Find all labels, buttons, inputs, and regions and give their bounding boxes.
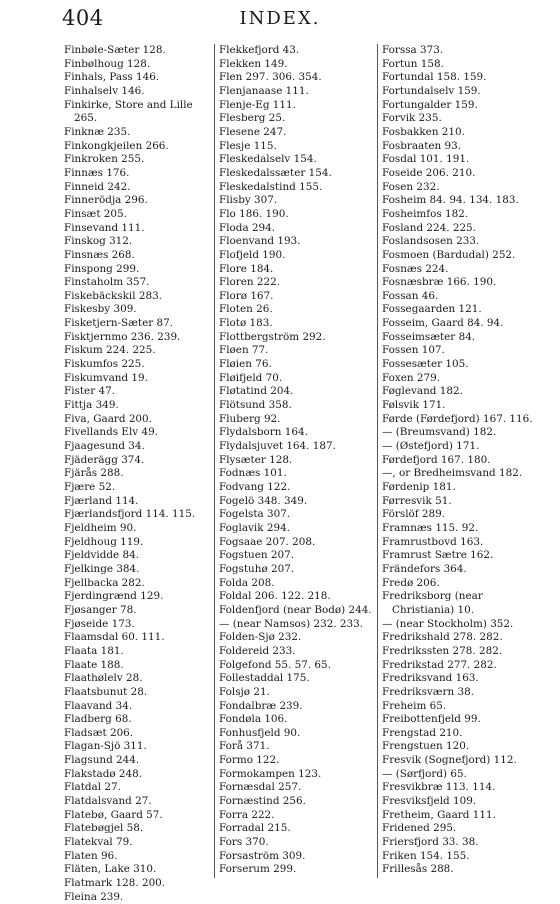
index-entry: Follestaddal 175. [219,672,310,685]
index-entry: Fossegaarden 121. [382,303,482,316]
index-entry: Fleina 239. [64,890,124,903]
index-entry: Fjøseide 173. [64,617,135,630]
index-entry: Finkirke, Store and Lille 265. [64,98,193,125]
index-entry: Fogstuhø 207. [219,562,295,575]
index-entry: Folgefond 55. 57. 65. [219,658,331,671]
index-entry: Fornæsdal 257. [219,781,302,794]
index-entry: Fornæstind 256. [219,795,306,808]
index-entry: Fjeldhoug 119. [64,535,144,548]
index-entry: Fjøsanger 78. [64,603,137,616]
index-entry: Fløien 76. [219,358,272,371]
index-entry: Fløifjeld 70. [219,371,283,384]
index-entry: — (near Namsos) 232. 233. [219,617,364,630]
index-entry: Førresvik 51. [382,494,452,507]
index-entry: Flenjanaase 111. [219,84,309,97]
index-entry: Finnerödja 296. [64,194,148,207]
index-entry: Fredrikshald 278. 282. [382,631,503,644]
index-entry: Finsnæs 268. [64,248,135,261]
index-entry: Folsjø 21. [219,685,270,698]
index-entry: Flatdal 27. [64,781,121,794]
index-entry: Fossen 107. [382,344,445,357]
index-entry: Fosmoen (Bardudal) 252. [382,248,516,261]
index-entry: Friken 154. 155. [382,849,470,862]
index-entry: Fosland 224. 225. [382,221,476,234]
index-entry: Floda 294. [219,221,276,234]
index-entry: Finstaholm 357. [64,276,150,289]
index-entry: Flore 184. [219,262,274,275]
index-entry: Fresvik (Sognefjord) 112. [382,754,517,767]
index-entry: —, or Bredheimsvand 182. [382,467,523,480]
index-entry: Fjerdingrænd 129. [64,590,164,603]
page-number: 404 [62,6,104,30]
index-entry: Flysæter 128. [219,453,293,466]
index-entry: Foldal 206. 122. 218. [219,590,331,603]
index-entry: Formo 122. [219,754,280,767]
index-entry: Formokampen 123. [219,767,322,780]
index-entry: Fogstuen 207. [219,549,295,562]
index-entry: Fjeldvidde 84. [64,549,140,562]
index-column-3 [377,44,545,878]
index-column-1 [64,44,212,903]
index-entry: Følsvik 171. [382,399,446,412]
index-entry: Florø 167. [219,289,274,302]
index-entry: Fredriksværn 38. [382,685,475,698]
index-entry: Fondalbræ 239. [219,699,303,712]
index-entry: Flaavand 34. [64,699,133,712]
page-title: INDEX. [239,8,321,29]
index-entry: Framrust Sætre 162. [382,549,494,562]
index-entry: Floren 222. [219,276,281,289]
index-entry: Fjærlandsfjord 114. 115. [64,508,196,521]
index-entry: Flaten 96. [64,849,118,862]
index-entry: Fossesæter 105. [382,358,469,371]
index-entry: Finbøle-Sæter 128. [64,44,166,56]
index-entry: Fossan 46. [382,289,439,302]
index-entry: Førdefjord 167. 180. [382,453,491,466]
index-entry: Finknæ 235. [64,125,131,138]
index-entry: Forssa 373. [382,44,444,56]
index-entry: Føglevand 182. [382,385,463,398]
index-entry: Flatdalsvand 27. [64,795,152,808]
index-entry: Fosbraaten 93. [382,139,462,152]
index-entry: Flotø 183. [219,317,273,330]
index-entry: Flakstadø 248. [64,767,143,780]
index-entry: Frändefors 364. [382,562,467,575]
index-entry: Finbølhoug 128. [64,57,151,70]
index-entry: Folden-Sjø 232. [219,631,302,644]
index-entry: Fittja 349. [64,399,119,412]
index-entry: Fisketjern-Sæter 87. [64,317,174,330]
index-columns [64,44,534,903]
index-entry: Fläten, Lake 310. [64,863,157,876]
index-entry: Finsevand 111. [64,221,145,234]
index-entry: Flatekval 79. [64,836,133,849]
index-entry: Freheim 65. [382,699,447,712]
index-entry: Forsaström 309. [219,849,306,862]
index-entry: Fjellbacka 282. [64,576,145,589]
index-entry: Fortundalselv 159. [382,84,481,97]
index-entry: Fleskedalssæter 154. [219,166,332,179]
index-entry: Flagsund 244. [64,754,140,767]
index-entry: — (Sørfjord) 65. [382,767,467,780]
index-entry: Förslöf 289. [382,508,446,521]
index-entry: Fiskesby 309. [64,303,137,316]
index-entry: Fjærland 114. [64,494,139,507]
index-entry: Fjære 52. [64,481,116,493]
index-entry: Fløen 77. [219,344,269,357]
index-entry: Freibottenfjeld 99. [382,713,481,726]
index-entry: Flatmark 128. 200. [64,877,166,890]
index-entry: Førdenip 181. [382,481,456,493]
index-entry: Friersfjord 33. 38. [382,836,479,849]
index-entry: Fridened 295. [382,822,457,835]
index-entry: Fister 47. [64,385,115,398]
index-entry: Fredø 206. [382,576,440,589]
index-entry: Fors 370. [219,836,269,849]
index-entry: Fodvang 122. [219,481,291,493]
index-entry: Fodnæs 101. [219,467,287,480]
index-entry: Flaata 181. [64,644,124,657]
index-entry: Fiskebäckskil 283. [64,289,162,302]
index-entry: Fredrikssten 278. 282. [382,644,503,657]
index-entry: Flenje-Eg 111. [219,98,296,111]
index-entry: Fivellands Elv 49. [64,426,158,439]
index-entry: Fonhusfjeld 90. [219,726,301,739]
index-entry: Fretheim, Gaard 111. [382,808,496,821]
index-entry: Fredriksvand 163. [382,672,479,685]
index-entry: Foldereid 233. [219,644,296,657]
index-entry: Folda 208. [219,576,275,589]
index-entry: Flaatsbunut 28. [64,685,148,698]
index-entry: Flatebø, Gaard 57. [64,808,163,821]
index-entry: Fjäderägg 374. [64,453,145,466]
index-entry: Frillesås 288. [382,863,454,876]
index-entry: Foglavik 294. [219,521,290,534]
page-header [0,6,560,36]
index-entry: Finneid 242. [64,180,131,193]
index-entry: Flen 297. 306. 354. [219,71,322,84]
index-entry: Fosnæs 224. [382,262,449,275]
index-entry: Fredriksborg (near Christiania) 10. [382,590,483,616]
index-entry: Fosnæsbræ 166. 190. [382,276,497,289]
index-entry: Foldenfjord (near Bodø) 244. [219,603,372,616]
index-entry: Fosheim 84. 94. 134. 183. [382,194,519,207]
index-entry: Frengstad 210. [382,726,463,739]
index-entry: Finnæs 176. [64,166,130,179]
index-entry: Fluberg 92. [219,412,281,425]
index-entry: Finspong 299. [64,262,140,275]
index-entry: Floenvand 193. [219,235,301,248]
index-entry: Fløtatind 204. [219,385,294,398]
index-entry: Finhalselv 146. [64,84,145,97]
index-entry: Førde (Førdefjord) 167. 116. [382,412,533,425]
index-entry: Flisby 307. [219,194,278,207]
index-entry: Framnæs 115. 92. [382,521,479,534]
index-entry: Foseide 206. 210. [382,166,476,179]
index-entry: Flötsund 358. [219,399,292,412]
index-entry: Fleskedalselv 154. [219,153,317,166]
index-entry: Fjeldheim 90. [64,521,137,534]
index-entry: Fiskum 224. 225. [64,344,156,357]
index-entry: Flatebøgjel 58. [64,822,144,835]
index-entry: Fogsaae 207. 208. [219,535,316,548]
index-entry: Floten 26. [219,303,273,316]
index-entry: Fresvikbræ 113. 114. [382,781,496,794]
index-entry: Fosseimsæter 84. [382,330,476,343]
index-entry: Fjelkinge 384. [64,562,140,575]
index-entry: — (Østefjord) 171. [382,440,480,453]
index-entry: Fosen 232. [382,180,440,193]
index-entry: Flesberg 25. [219,112,286,125]
index-entry: Flekken 149. [219,57,288,70]
index-entry: Flottbergström 292. [219,330,326,343]
index-entry: Forra 222. [219,808,275,821]
index-entry: Flagan-Sjö 311. [64,740,147,753]
index-entry: Finhals, Pass 146. [64,71,160,84]
index-entry: Fresviksfjeld 109. [382,795,477,808]
index-entry: Fiskumfos 225. [64,358,145,371]
index-entry: Forserum 299. [219,863,297,876]
index-entry: Forradal 215. [219,822,291,835]
index-entry: Fjaagesund 34. [64,440,145,453]
index-entry: Forå 371. [219,740,270,753]
index-entry: Fogelö 348. 349. [219,494,308,507]
index-entry: — (Breumsvand) 182. [382,426,497,439]
index-entry: Frengstuen 120. [382,740,470,753]
index-entry: Finskog 312. [64,235,133,248]
index-entry: Flaamsdal 60. 111. [64,631,165,644]
index-entry: Fosseim, Gaard 84. 94. [382,317,504,330]
index-entry: Flesene 247. [219,125,287,138]
index-entry: Flofjeld 190. [219,248,286,261]
index-entry: Fosheimfos 182. [382,207,469,220]
index-entry: Fortun 158. [382,57,444,70]
index-column-2 [214,44,377,878]
index-entry: Fiskumvand 19. [64,371,148,384]
index-entry: Framrustbovd 163. [382,535,484,548]
index-entry: — (near Stockholm) 352. [382,617,514,630]
index-entry: Fladberg 68. [64,713,132,726]
index-entry: Fortungalder 159. [382,98,478,111]
index-entry: Flaate 188. [64,658,124,671]
index-entry: Fondøla 106. [219,713,288,726]
index-entry: Fleskedalstind 155. [219,180,323,193]
index-entry: Flesje 115. [219,139,277,152]
index-entry: Fladsæt 206. [64,726,134,739]
index-entry: Flaathølelv 28. [64,672,143,685]
index-entry: Forvik 235. [382,112,442,125]
index-entry: Flydalsjuvet 164. 187. [219,440,336,453]
index-entry: Fisktjernmo 236. 239. [64,330,181,343]
index-entry: Foslandsosen 233. [382,235,480,248]
index-entry: Fogelsta 307. [219,508,291,521]
index-entry: Foxen 279. [382,371,441,384]
index-entry: Fredrikstad 277. 282. [382,658,497,671]
index-entry: Finkongkjeilen 266. [64,139,169,152]
index-entry: Finkroken 255. [64,153,145,166]
index-entry: Fosbakken 210. [382,125,465,138]
index-entry: Flydalsborn 164. [219,426,308,439]
index-entry: Finsæt 205. [64,207,127,220]
index-entry: Fjärås 288. [64,467,124,480]
index-entry: Fosdal 101. 191. [382,153,470,166]
index-entry: Flo 186. 190. [219,207,289,220]
index-entry: Fiva, Gaard 200. [64,412,152,425]
index-entry: Flekkefjord 43. [219,44,300,56]
index-entry: Fortundal 158. 159. [382,71,487,84]
